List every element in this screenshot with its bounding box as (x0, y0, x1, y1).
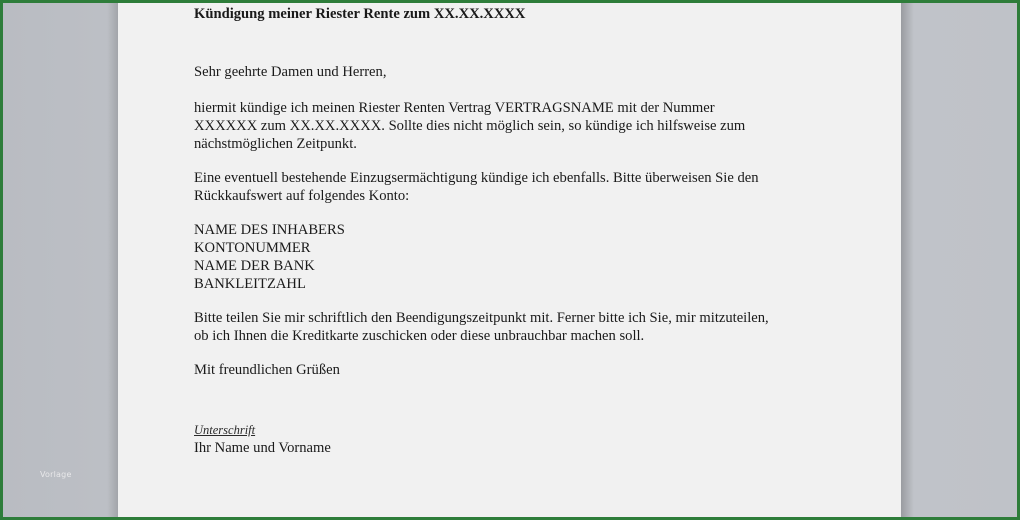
spacer (194, 379, 874, 421)
text-line: Bitte teilen Sie mir schriftlich den Beendigungszeitpunkt mit. Ferner bitte ich Sie, mir mitzuteilen, (194, 310, 769, 326)
bank-name: NAME DER BANK (194, 258, 315, 274)
account-number: KONTONUMMER (194, 240, 311, 256)
text-line: ob ich Ihnen die Kreditkarte zuschicken oder diese unbrauchbar machen soll. (194, 328, 645, 344)
letter-title: Kündigung meiner Riester Rente zum XX.XX.XXXX (194, 6, 526, 22)
account-details (194, 221, 874, 293)
paragraph-confirmation (194, 309, 874, 345)
spacer (194, 25, 874, 63)
page-shadow-right (900, 3, 914, 517)
document-page (118, 3, 901, 517)
watermark-text: Vorlage (40, 470, 72, 479)
text-line: XXXXXX zum XX.XX.XXXX. Sollte dies nicht möglich sein, so kündige ich hilfsweise zum (194, 118, 746, 134)
spacer (194, 293, 874, 309)
closing: Mit freundlichen Grüßen (194, 362, 340, 378)
spacer (194, 153, 874, 169)
bank-code: BANKLEITZAHL (194, 276, 306, 292)
text-line: Rückkaufswert auf folgendes Konto: (194, 188, 410, 204)
spacer (194, 81, 874, 99)
spacer (194, 345, 874, 361)
account-holder: NAME DES INHABERS (194, 222, 345, 238)
salutation: Sehr geehrte Damen und Herren, (194, 64, 387, 80)
spacer (194, 205, 874, 221)
sender-name: Ihr Name und Vorname (194, 440, 331, 456)
paragraph-termination (194, 99, 874, 153)
letter-body (194, 5, 874, 457)
text-line: Eine eventuell bestehende Einzugsermächtigung kündige ich ebenfalls. Bitte überweisen Sie den (194, 170, 759, 186)
paragraph-direct-debit (194, 169, 874, 205)
document-viewer (3, 3, 1017, 517)
text-line: hiermit kündige ich meinen Riester Renten Vertrag VERTRAGSNAME mit der Nummer (194, 100, 715, 116)
signature-label: Unterschrift (194, 423, 256, 437)
text-line: nächstmöglichen Zeitpunkt. (194, 136, 357, 152)
